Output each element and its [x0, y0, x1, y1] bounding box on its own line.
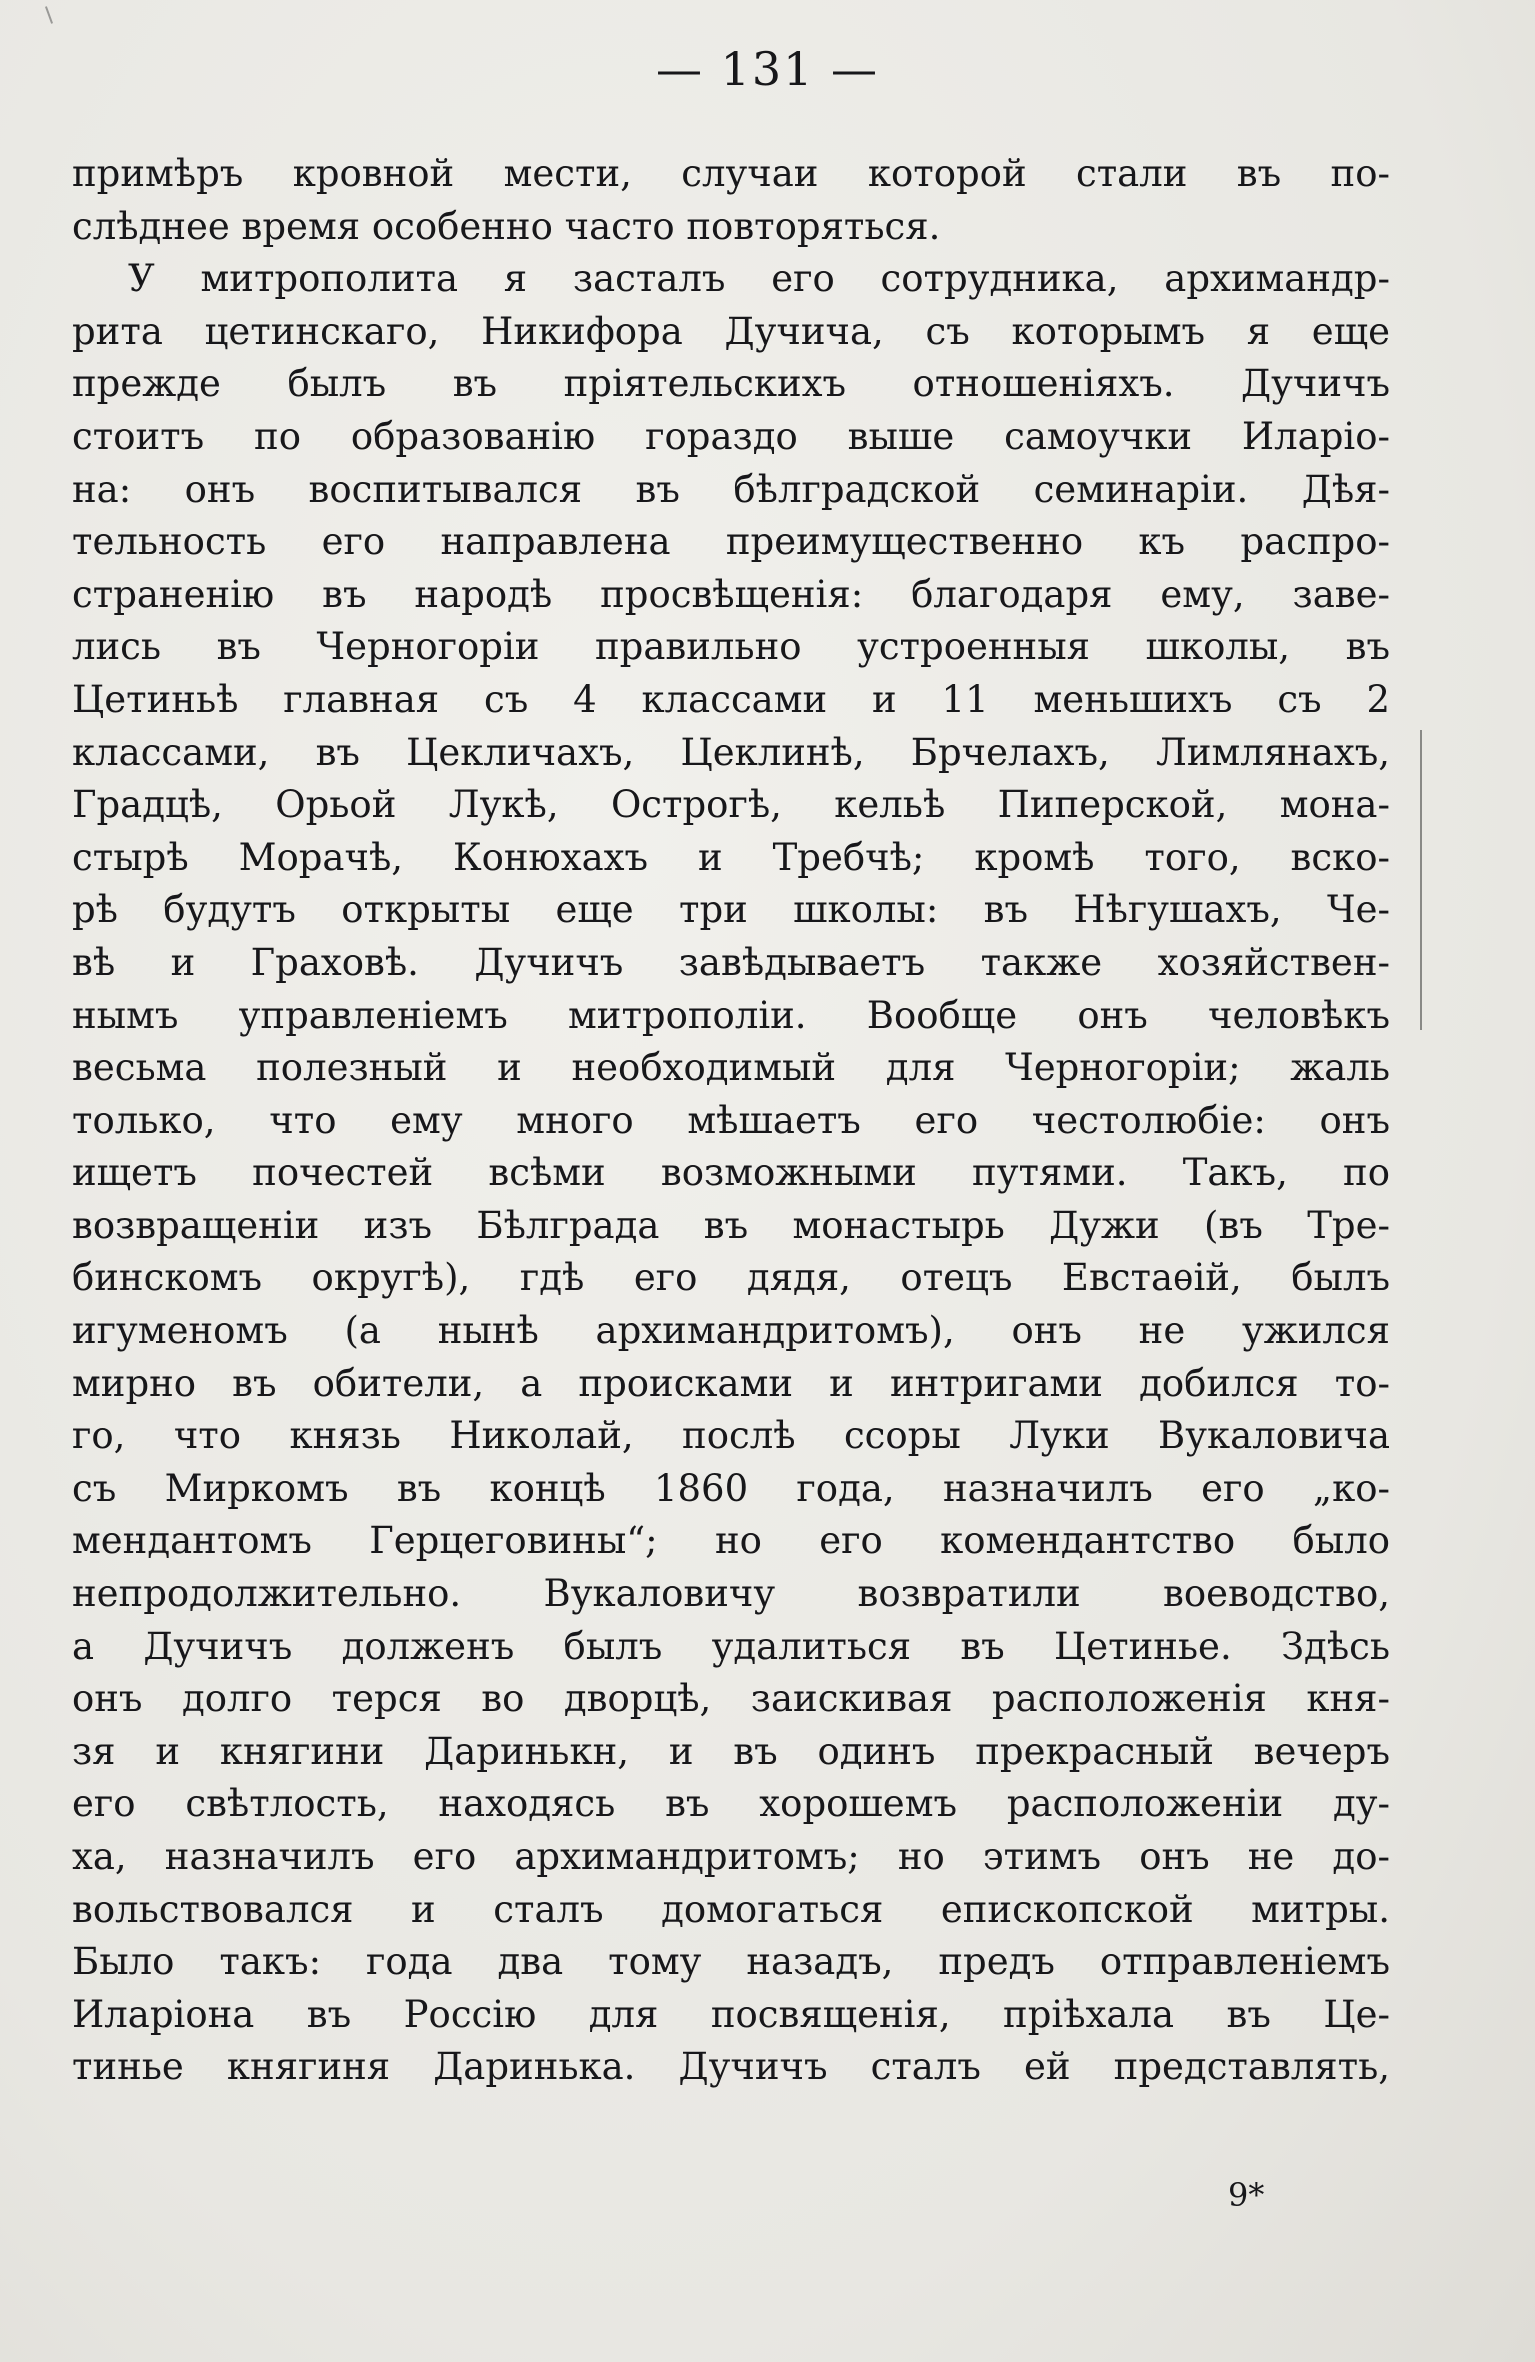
text-line: классами, въ Цекличахъ, Цеклинѣ, Брчелахъ, Лимлянахъ, [72, 730, 1390, 774]
text-line: стоитъ по образованію гораздо выше самоучки Иларіо- [72, 414, 1390, 458]
text-line: ищетъ почестей всѣми возможными путями. Такъ, по [72, 1151, 1390, 1195]
text-line: только, что ему много мѣшаетъ его честолюбіе: онъ [72, 1098, 1390, 1142]
text-line: Цетиньѣ главная съ 4 классами и 11 меньшихъ съ 2 [72, 677, 1390, 721]
text-line: онъ долго терся во дворцѣ, заискивая расположенія кня- [72, 1677, 1390, 1721]
text-line: вѣ и Граховѣ. Дучичъ завѣдываетъ также хозяйствен- [72, 940, 1390, 984]
text-line: прежде былъ въ пріятельскихъ отношеніяхъ. Дучичъ [72, 362, 1390, 406]
text-line: его свѣтлость, находясь въ хорошемъ расположеніи ду- [72, 1782, 1390, 1826]
text-line: примѣръ кровной мести, случаи которой стали въ по- [72, 152, 1390, 195]
text-line: а Дучичъ долженъ былъ удалиться въ Цетинье. Здѣсь [72, 1624, 1390, 1668]
text-line: возвращеніи изъ Бѣлграда въ монастырь Дужи (въ Тре- [72, 1203, 1390, 1247]
text-line: го, что князь Николай, послѣ ссоры Луки Вукаловича [72, 1414, 1390, 1458]
text-line: съ Миркомъ въ концѣ 1860 года, назначилъ его „ко- [72, 1466, 1390, 1510]
text-line: вольствовался и сталъ домогаться епископской митры. [72, 1887, 1390, 1931]
text-line: стырѣ Морачѣ, Конюхахъ и Требчѣ; кромѣ того, вско- [72, 835, 1390, 879]
margin-line [1420, 730, 1422, 1030]
margin-mark [45, 6, 53, 24]
text-line: рита цетинскаго, Никифора Дучича, съ которымъ я еще [72, 309, 1390, 353]
text-line: Иларіона въ Россію для посвященія, пріѣхала въ Це- [72, 1992, 1390, 2036]
text-line: непродолжительно. Вукаловичу возвратили воеводство, [72, 1572, 1390, 1616]
text-line: мирно въ обители, а происками и интригами добился то- [72, 1361, 1390, 1405]
body-text [72, 148, 1390, 2094]
text-line: рѣ будутъ открыты еще три школы: въ Нѣгушахъ, Че- [72, 888, 1390, 932]
page-number: — 131 — [655, 42, 880, 96]
text-line: игуменомъ (а нынѣ архимандритомъ), онъ не ужился [72, 1309, 1390, 1353]
text-line: бинскомъ округѣ), гдѣ его дядя, отецъ Евстаѳій, былъ [72, 1256, 1390, 1300]
text-line: Градцѣ, Орьой Лукѣ, Острогѣ, кельѣ Пиперской, мона- [72, 783, 1390, 827]
text-line: нымъ управленіемъ митрополіи. Вообще онъ человѣкъ [72, 993, 1390, 1037]
text-line: страненію въ народѣ просвѣщенія: благодаря ему, заве- [72, 572, 1390, 616]
text-line: ха, назначилъ его архимандритомъ; но этимъ онъ не до- [72, 1835, 1390, 1878]
text-line: слѣднее время особенно часто повторяться. [72, 204, 941, 248]
text-line: тинье княгиня Даринька. Дучичъ сталъ ей представлять, [72, 2045, 1390, 2089]
text-line: Было такъ: года два тому назадъ, предъ отправленіемъ [72, 1940, 1390, 1984]
text-line: лись въ Черногоріи правильно устроенныя школы, въ [72, 625, 1390, 669]
text-line: зя и княгини Даринькн, и въ одинъ прекрасный вечеръ [72, 1729, 1390, 1773]
text-line: весьма полезный и необходимый для Черногоріи; жаль [72, 1046, 1390, 1090]
signature-mark: 9* [1228, 2176, 1265, 2214]
text-line: мендантомъ Герцеговины“; но его комендантство было [72, 1519, 1390, 1563]
text-line: У митрополита я засталъ его сотрудника, архимандр- [128, 257, 1390, 301]
text-line: на: онъ воспитывался въ бѣлградской семинаріи. Дѣя- [72, 467, 1390, 511]
text-line: тельность его направлена преимущественно къ распро- [72, 520, 1390, 564]
